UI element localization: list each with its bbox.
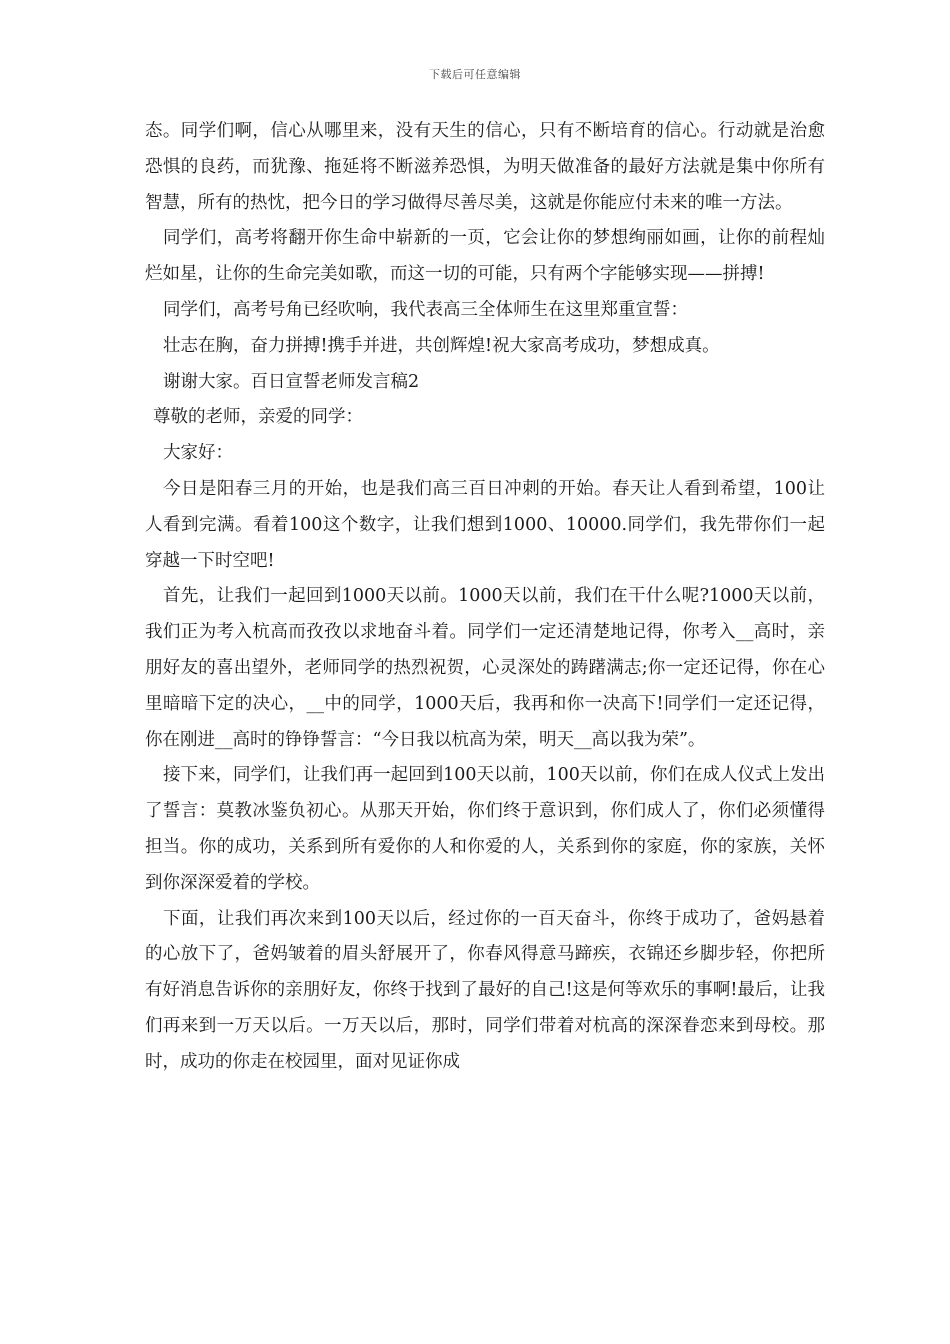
paragraph-2: 同学们，高考将翻开你生命中崭新的一页，它会让你的梦想绚丽如画，让你的前程灿烂如星，让你的生命完美如歌，而这一切的可能，只有两个字能够实现——拼搏! [145,228,825,285]
paragraph-4: 壮志在胸，奋力拼搏!携手并进，共创辉煌!祝大家高考成功，梦想成真。 [163,335,720,356]
paragraph-3: 同学们，高考号角已经吹响，我代表高三全体师生在这里郑重宣誓： [163,299,688,320]
paragraph-11: 下面，让我们再次来到100天以后，经过你的一百天奋斗，你终于成功了，爸妈悬着的心放下了，爸妈皱着的眉头舒展开了，你春风得意马蹄疾，衣锦还乡脚步轻，你把所有好消息告诉你的亲朋好友，你终于找到了最好的自己!这是何等欢乐的事啊!最后，让我们再来到一万天以后。一万天以后，那时，同学们带着对杭高的深深眷恋来到母校。那时，成功的你走在校园里，面对见证你成 [145,908,825,1072]
paragraph-10: 接下来，同学们，让我们再一起回到100天以前，100天以前，你们在成人仪式上发出了誓言：莫教冰鉴负初心。从那天开始，你们终于意识到，你们成人了，你们必须懂得担当。你的成功，关系到所有爱你的人和你爱的人，关系到你的家庭，你的家族，关怀到你深深爱着的学校。 [145,765,825,893]
document-body [145,114,825,1081]
paragraph-8: 今日是阳春三月的开始，也是我们高三百日冲刺的开始。春天让人看到希望，100让人看到完满。看着100这个数字，让我们想到1000、10000.同学们，我先带你们一起穿越一下时空吧! [145,478,825,571]
paragraph-6: 尊敬的老师，亲爱的同学： [153,407,363,428]
paragraph-5: 谢谢大家。百日宣誓老师发言稿2 [163,371,420,392]
paragraph-1: 态。同学们啊，信心从哪里来，没有天生的信心，只有不断培育的信心。行动就是治愈恐惧的良药，而犹豫、拖延将不断滋养恐惧，为明天做准备的最好方法就是集中你所有智慧，所有的热忱，把今日的学习做得尽善尽美，这就是你能应付未来的唯一方法。 [145,121,825,213]
paragraph-9: 首先，让我们一起回到1000天以前。1000天以前，我们在干什么呢?1000天以前，我们正为考入杭高而孜孜以求地奋斗着。同学们一定还清楚地记得，你考入__高时，亲朋好友的喜出望外，老师同学的热烈祝贺，心灵深处的踌躇满志;你一定还记得，你在心里暗暗下定的决心，__中的同学，1000天后，我再和你一决高下!同学们一定还记得，你在刚进__高时的铮铮誓言：“今日我以杭高为荣，明天__高以我为荣”。 [145,586,825,750]
paragraph-7: 大家好： [163,443,233,464]
page-header: 下载后可任意编辑 [429,68,521,81]
